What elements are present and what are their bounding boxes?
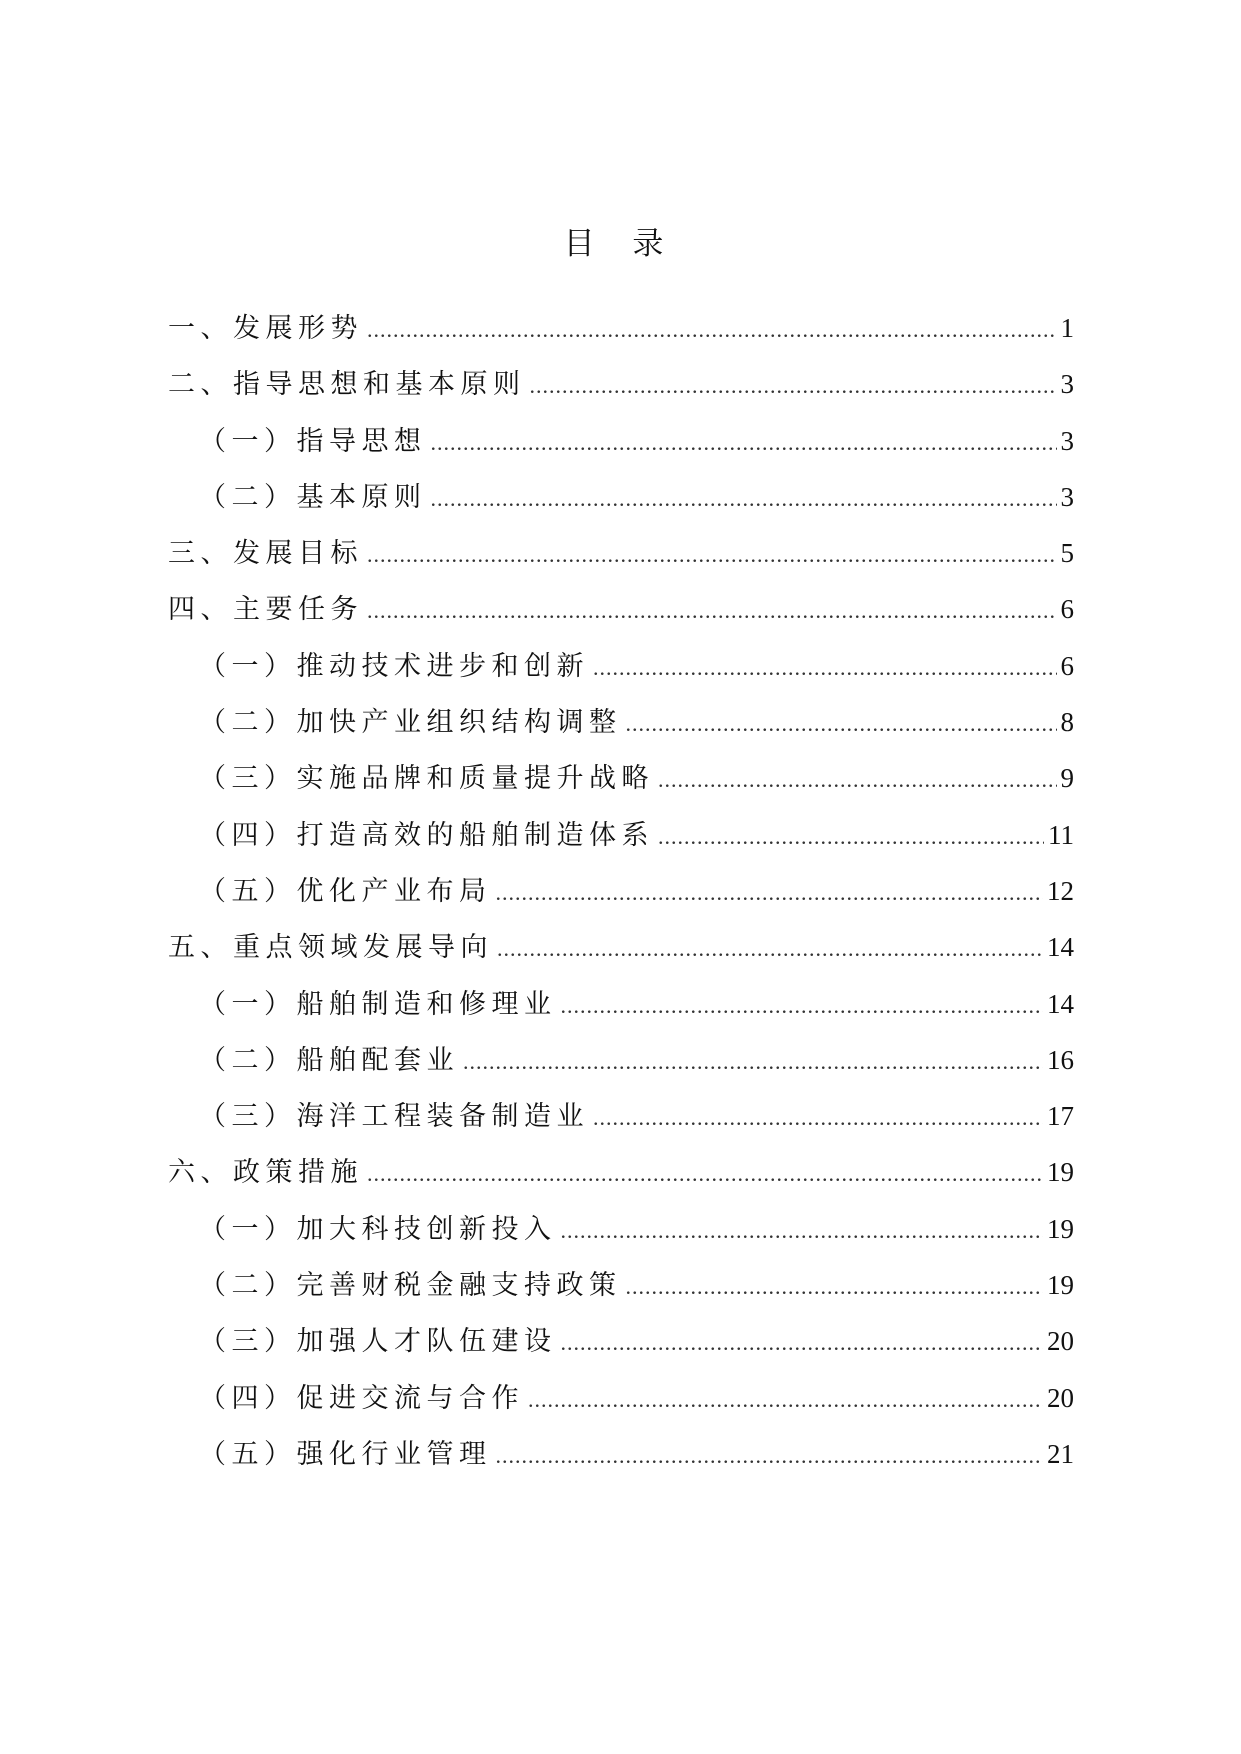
toc-subentry[interactable]	[168, 863, 1074, 919]
toc-subentry[interactable]	[168, 1088, 1074, 1144]
toc-subentry[interactable]	[168, 976, 1074, 1032]
toc-page-number: 9	[1060, 763, 1074, 794]
toc-subentry[interactable]	[168, 1426, 1074, 1482]
toc-entry-label: 六、政策措施	[168, 1157, 363, 1189]
dot-leader	[626, 1259, 1044, 1315]
toc-subentry[interactable]	[168, 469, 1074, 525]
dot-leader	[497, 921, 1043, 977]
toc-page-number: 12	[1047, 875, 1074, 906]
dot-leader	[530, 358, 1057, 414]
toc-entry-label: （四）打造高效的船舶制造体系	[199, 819, 654, 851]
toc-entry[interactable]	[168, 525, 1074, 581]
toc-page-number: 3	[1060, 425, 1074, 456]
toc-subentry[interactable]	[168, 694, 1074, 750]
toc-entry-label: 四、主要任务	[168, 594, 363, 626]
toc-entry-label: 一、发展形势	[168, 313, 363, 344]
dot-leader	[496, 1428, 1044, 1484]
toc-entry[interactable]	[168, 581, 1074, 637]
toc-entry-label: （二）加快产业组织结构调整	[199, 707, 622, 739]
toc-page-number: 17	[1047, 1101, 1074, 1132]
toc-page-number: 8	[1060, 707, 1074, 738]
toc-entry[interactable]	[168, 1144, 1074, 1200]
dot-leader	[658, 809, 1044, 865]
dot-leader	[561, 1315, 1044, 1371]
dot-leader	[367, 583, 1057, 639]
toc-entry-label: （三）实施品牌和质量提升战略	[199, 763, 654, 795]
toc-page-number: 1	[1060, 313, 1074, 343]
toc-subentry[interactable]	[168, 413, 1074, 469]
dot-leader	[431, 471, 1057, 527]
toc-page-number: 6	[1060, 594, 1074, 625]
toc-entry-label: （三）加强人才队伍建设	[199, 1326, 557, 1358]
toc-subentry[interactable]	[168, 1313, 1074, 1369]
toc-entry-label: （五）优化产业布局	[199, 875, 492, 907]
toc-page-number: 19	[1047, 1213, 1074, 1244]
toc-entry-label: 三、发展目标	[168, 538, 363, 570]
toc-page-number: 19	[1047, 1157, 1074, 1188]
toc-subentry[interactable]	[168, 1201, 1074, 1257]
page-title: 目 录	[563, 226, 678, 262]
toc-entry-label: （二）完善财税金融支持政策	[199, 1270, 622, 1302]
toc-entry[interactable]	[168, 356, 1074, 412]
toc-page-number: 21	[1047, 1438, 1074, 1469]
toc-page-number: 5	[1060, 538, 1074, 569]
dot-leader	[463, 1034, 1043, 1090]
table-of-contents	[168, 300, 1074, 1482]
dot-leader	[528, 1372, 1043, 1428]
toc-page-number: 19	[1047, 1270, 1074, 1301]
toc-entry-label: （二）基本原则	[199, 481, 427, 513]
toc-page-number: 3	[1060, 369, 1074, 400]
toc-subentry[interactable]	[168, 638, 1074, 694]
dot-leader	[626, 696, 1057, 752]
toc-page-number: 6	[1060, 650, 1074, 681]
dot-leader	[561, 978, 1044, 1034]
toc-subentry[interactable]	[168, 750, 1074, 806]
toc-entry-label: （三）海洋工程装备制造业	[199, 1101, 589, 1133]
toc-page-number: 11	[1048, 819, 1074, 850]
toc-page-number: 3	[1060, 481, 1074, 512]
dot-leader	[367, 302, 1057, 358]
toc-entry-label: 二、指导思想和基本原则	[168, 369, 526, 401]
toc-entry-label: （一）推动技术进步和创新	[199, 650, 589, 682]
toc-entry-label: （一）指导思想	[199, 425, 427, 457]
toc-entry-label: （四）促进交流与合作	[199, 1382, 524, 1414]
toc-entry-label: （二）船舶配套业	[199, 1044, 459, 1076]
toc-entry[interactable]	[168, 300, 1074, 356]
toc-subentry[interactable]	[168, 807, 1074, 863]
dot-leader	[658, 752, 1057, 808]
dot-leader	[431, 415, 1057, 471]
dot-leader	[561, 1203, 1044, 1259]
toc-entry-label: （一）加大科技创新投入	[199, 1213, 557, 1245]
dot-leader	[367, 527, 1057, 583]
dot-leader	[367, 1146, 1043, 1202]
toc-subentry[interactable]	[168, 1032, 1074, 1088]
dot-leader	[496, 865, 1044, 921]
toc-page-number: 14	[1047, 988, 1074, 1019]
dot-leader	[593, 640, 1057, 696]
toc-page-number: 14	[1047, 932, 1074, 963]
toc-page-number: 20	[1047, 1326, 1074, 1357]
toc-entry-label: （五）强化行业管理	[199, 1438, 492, 1470]
toc-page-number: 20	[1047, 1382, 1074, 1413]
dot-leader	[593, 1090, 1043, 1146]
toc-entry-label: （一）船舶制造和修理业	[199, 988, 557, 1020]
toc-subentry[interactable]	[168, 1257, 1074, 1313]
toc-entry[interactable]	[168, 919, 1074, 975]
toc-page-number: 16	[1047, 1044, 1074, 1075]
toc-subentry[interactable]	[168, 1370, 1074, 1426]
toc-entry-label: 五、重点领域发展导向	[168, 932, 493, 964]
